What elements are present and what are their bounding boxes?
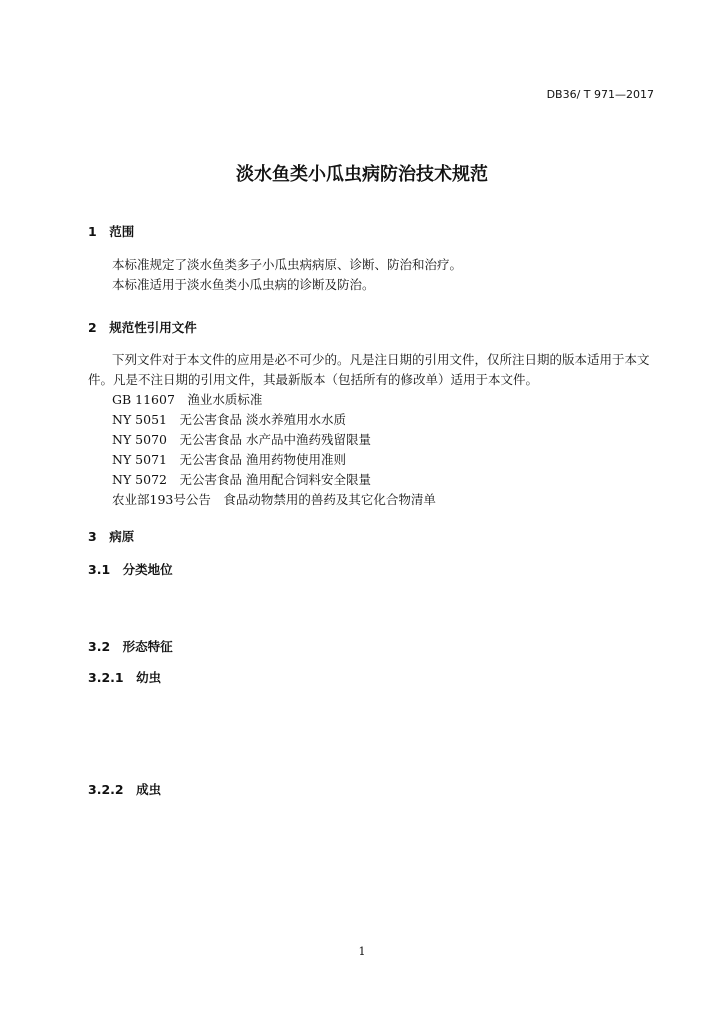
section-3-2-1: 3.2.1 幼虫: [88, 670, 162, 685]
ref: 农业部193号公告 食品动物禁用的兽药及其它化合物清单: [112, 492, 436, 507]
section-3-2-2: 3.2.2 成虫: [88, 782, 162, 797]
ref: NY 5070 无公害食品 水产品中渔药残留限量: [112, 432, 371, 447]
doc-title: 淡水鱼类小瓜虫病防治技术规范: [236, 164, 488, 185]
para: 本标准规定了淡水鱼类多子小瓜虫病病原、诊断、防治和治疗。: [112, 257, 463, 272]
ref: GB 11607 渔业水质标准: [112, 392, 263, 407]
section-3-2: 3.2 形态特征: [88, 639, 173, 654]
doc-code: DB36/ T 971—2017: [546, 88, 654, 101]
ref: NY 5051 无公害食品 淡水养殖用水水质: [112, 412, 346, 427]
para: 下列文件对于本文件的应用是必不可少的。凡是注日期的引用文件，仅所注日期的版本适用于本文件。凡是不注日期的引用文件，其最新版本（包括所有的修改单）适用于本文件。: [88, 352, 650, 387]
section-3-1: 3.1 分类地位: [88, 562, 173, 577]
para: 本标准适用于淡水鱼类小瓜虫病的诊断及防治。: [112, 277, 375, 292]
section-3: 3 病原: [88, 529, 135, 544]
ref: NY 5072 无公害食品 渔用配合饲料安全限量: [112, 472, 371, 487]
section-2: 2 规范性引用文件: [88, 320, 197, 335]
page-number: 1: [358, 945, 366, 958]
section-1: 1 范围: [88, 224, 135, 239]
ref: NY 5071 无公害食品 渔用药物使用准则: [112, 452, 346, 467]
